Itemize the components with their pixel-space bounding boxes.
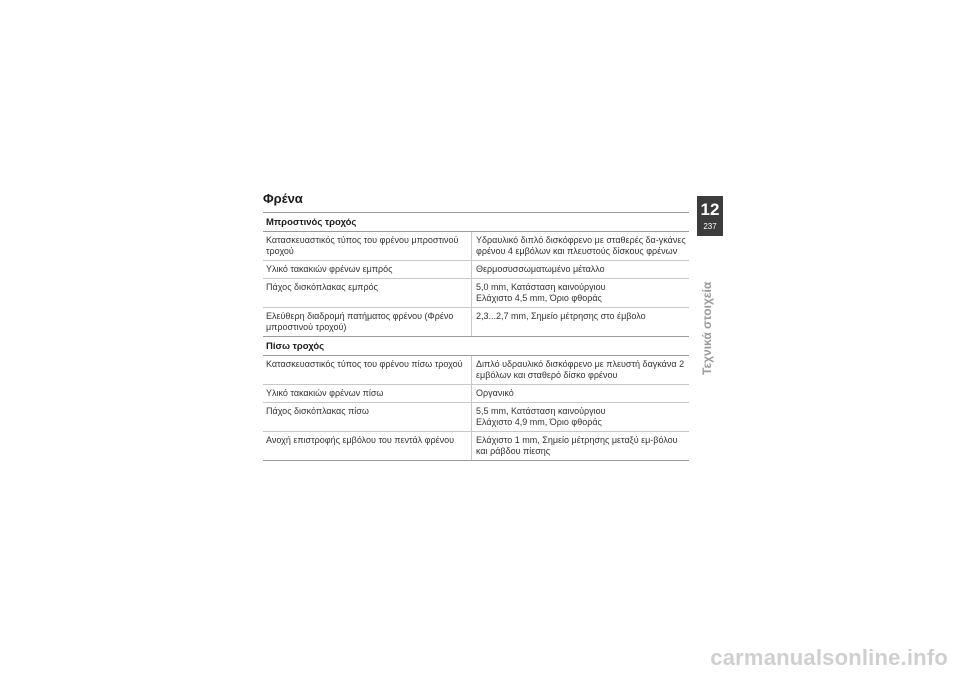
chapter-tab: [697, 196, 723, 236]
value-line: Υδραυλικό διπλό δισκόφρενο με σταθερές δα-γκάνες φρένου 4 εμβόλων και πλευστούς δίσκους φρένων: [476, 235, 686, 256]
table-row: [263, 385, 689, 403]
value-line: 5,5 mm, Κατάσταση καινούργιου: [476, 406, 606, 416]
value-line: Ελάχιστο 4,9 mm, Όριο φθοράς: [476, 417, 602, 427]
page-number: 237: [703, 222, 717, 231]
row-value: [471, 232, 689, 260]
section-header-front-wheel: Μπροστινός τροχός: [263, 213, 689, 232]
table-row: [263, 403, 689, 432]
value-line: Θερμοσυσσωματωμένο μέταλλο: [476, 264, 605, 274]
table-row: [263, 261, 689, 279]
section-header-rear-wheel: Πίσω τροχός: [263, 337, 689, 356]
row-value: [471, 432, 689, 460]
row-label: Κατασκευαστικός τύπος του φρένου πίσω τροχού: [266, 359, 463, 369]
value-line: 2,3...2,7 mm, Σημείο μέτρησης στο έμβολο: [476, 311, 646, 321]
spec-table: [263, 212, 689, 461]
row-label: Ελεύθερη διαδρομή πατήματος φρένου (Φρένο μπροστινού τροχού): [266, 311, 454, 332]
row-label: Ανοχή επιστροφής εμβόλου του πεντάλ φρένου: [266, 435, 455, 445]
row-value: [471, 308, 689, 336]
side-chapter-title: Τεχνικά στοιχεία: [700, 281, 714, 375]
chapter-number: 12: [700, 200, 720, 219]
table-row: [263, 308, 689, 337]
table-row: [263, 356, 689, 385]
value-line: Ελάχιστο 4,5 mm, Όριο φθοράς: [476, 293, 602, 303]
table-row: [263, 279, 689, 308]
value-line: Διπλό υδραυλικό δισκόφρενο με πλευστή δαγκάνα 2 εμβόλων και σταθερό δίσκο φρένου: [476, 359, 685, 380]
row-label: Υλικό τακακιών φρένων πίσω: [266, 388, 384, 398]
row-label: Κατασκευαστικός τύπος του φρένου μπροστινού τροχού: [266, 235, 459, 256]
row-label: Πάχος δισκόπλακας πίσω: [266, 406, 369, 416]
row-value: [471, 279, 689, 307]
row-label: Πάχος δισκόπλακας εμπρός: [266, 282, 378, 292]
row-value: [471, 385, 689, 402]
table-row: [263, 432, 689, 461]
row-value: [471, 356, 689, 384]
watermark: carmanualsonline.info: [710, 645, 948, 670]
page-title: Φρένα: [263, 191, 303, 206]
row-value: [471, 403, 689, 431]
table-row: [263, 232, 689, 261]
value-line: Οργανικό: [476, 388, 514, 398]
row-label: Υλικό τακακιών φρένων εμπρός: [266, 264, 393, 274]
row-value: [471, 261, 689, 278]
value-line: 5,0 mm, Κατάσταση καινούργιου: [476, 282, 606, 292]
value-line: Ελάχιστο 1 mm, Σημείο μέτρησης μεταξύ εμ-βόλου και ράβδου πίεσης: [476, 435, 678, 456]
